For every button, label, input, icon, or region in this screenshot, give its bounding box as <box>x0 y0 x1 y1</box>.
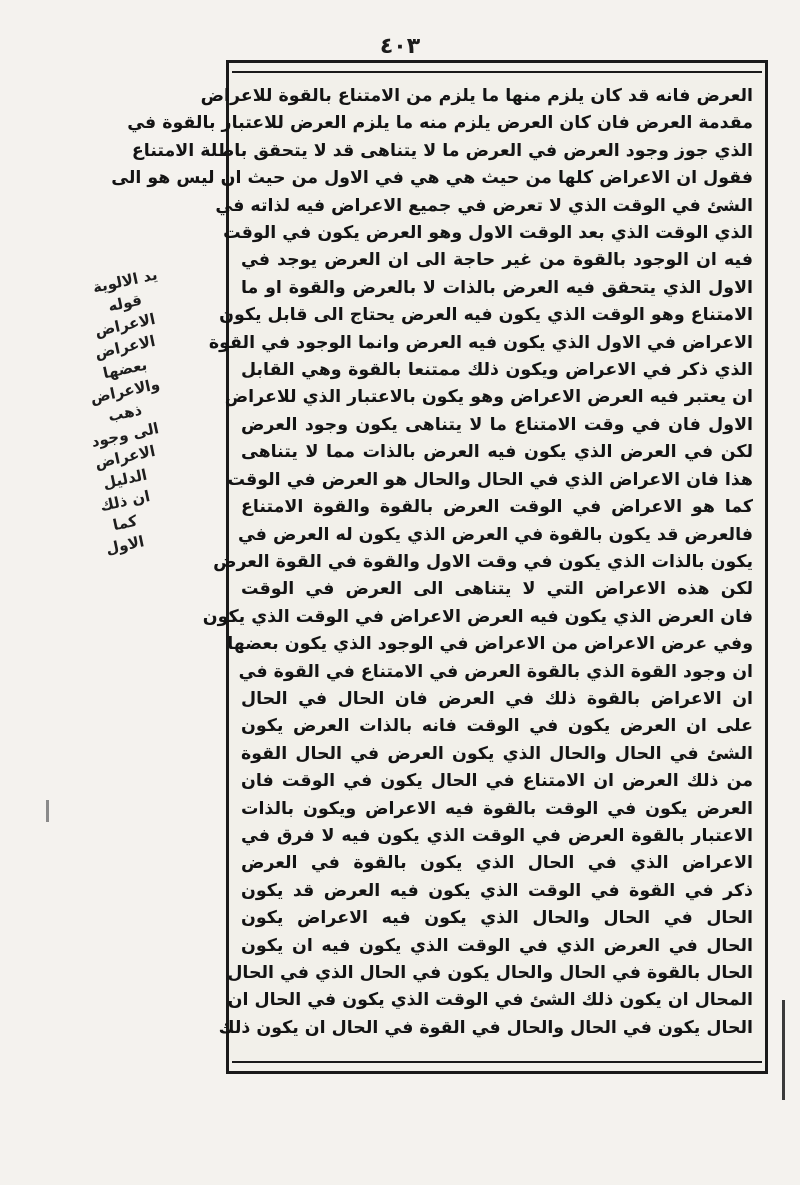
text-line: هذا فان الاعراض الذي في الحال والحال هو العرض في الوقت <box>227 469 753 490</box>
text-line: مقدمة العرض فان كان العرض يلزم منه ما يلزم العرض للاعتبار بالقوة في <box>127 113 753 134</box>
text-line: ذكر في القوة في الوقت الذي يكون فيه العرض قد يكون <box>241 880 753 901</box>
margin-note-line: الاعراض <box>93 331 157 363</box>
text-line: الحال بالقوة في الحال والحال يكون في الحال الذي في الحال <box>227 963 753 983</box>
margin-note-line: الاول <box>104 532 146 558</box>
text-line: الحال في العرض الذي في الوقت الذي يكون فيه ان يكون <box>241 935 753 956</box>
margin-note-line: الاعراض <box>93 309 157 341</box>
text-line: فقول ان الاعراض كلها من حيث هي هي في الاول من حيث ان ليس هو الى <box>111 168 753 189</box>
text-line: الحال يكون في الحال والحال في القوة في الحال ان يكون ذلك <box>218 1017 753 1038</box>
text-line: فان العرض الذي يكون فيه العرض الاعراض في الوقت الذي يكون <box>202 606 753 627</box>
margin-note-line: الى وجود <box>89 419 161 451</box>
text-line: ان الاعراض بالقوة ذلك في العرض فان الحال في الحال <box>241 688 753 709</box>
margin-mark <box>46 800 49 822</box>
text-line: على ان العرض يكون في الوقت فانه بالذات العرض يكون <box>241 716 753 737</box>
margin-note-line: الدليل <box>101 465 149 493</box>
margin-note-line: ان ذلك <box>98 486 152 516</box>
margin-note-line: والاعراض <box>88 374 162 408</box>
margin-annotation <box>40 265 210 558</box>
page-edge-mark <box>782 1000 785 1100</box>
text-line: الذي الوقت الذي بعد الوقت الاول وهو العرض يكون في الوقت <box>223 223 753 244</box>
frame-bottom-rule <box>232 1061 762 1069</box>
margin-note-line: بعضها <box>101 355 149 383</box>
text-line: يكون بالذات الذي يكون في وقت الاول والقوة في القوة العرض <box>213 551 753 572</box>
text-line: الذي ذكر في الاعراض ويكون ذلك ممتنعا بالقوة وهي القابل <box>241 360 753 381</box>
margin-note-line: ذهب <box>106 400 144 426</box>
text-line: الشئ في الوقت الذي لا تعرض في جميع الاعراض فيه لذاته في <box>215 195 753 216</box>
margin-note-line: الاعراض <box>93 441 157 473</box>
text-line: لكن هذه الاعراض التي لا يتناهى الى العرض في الوقت <box>241 579 753 600</box>
text-line: من ذلك العرض ان الامتناع في الحال يكون في الوقت فان <box>241 771 753 792</box>
text-line: العرض يكون في الوقت بالقوة فيه الاعراض ويكون بالذات <box>241 798 753 819</box>
margin-note-line: كما <box>111 511 139 535</box>
text-line: الامتناع وهو الوقت الذي يكون فيه العرض يحتاج الى قابل يكون <box>219 305 753 326</box>
text-line: كما هو الاعراض في الوقت العرض بالقوة والقوة الامتناع <box>241 497 753 518</box>
text-line: الذي جوز وجود العرض في العرض ما لا يتناهى قد لا يتحقق باطلة الامتناع <box>131 140 753 161</box>
text-line: الاعتبار بالقوة العرض في الوقت الذي يكون فيه لا فرق في <box>241 825 753 846</box>
text-line: فالعرض قد يكون بالقوة في العرض الذي يكون له العرض في <box>237 524 753 545</box>
text-line: العرض فانه قد كان يلزم منها ما يلزم من الامتناع بالقوة للاعراض <box>200 86 753 106</box>
text-line: وفي عرض الاعراض من الاعراض في الوجود الذي يكون بعضها <box>227 634 753 655</box>
text-line: الاول الذي يتحقق فيه العرض بالذات لا بالعرض والقوة او ما <box>241 277 753 298</box>
frame-top-rule <box>232 65 762 73</box>
text-line: ان يعتبر فيه العرض الاعراض وهو يكون بالاعتبار الذي للاعراض <box>224 387 753 408</box>
margin-note-line: يد الالوية <box>91 265 159 297</box>
page-number: ٤٠٣ <box>379 34 421 59</box>
margin-note-line: قوله <box>106 290 144 316</box>
text-line: فيه ان الوجود بالقوة من غير حاجة الى ان العرض يوجد في <box>241 250 753 271</box>
text-line: الشئ في الحال والحال الذي يكون العرض في الحال القوة <box>241 743 753 764</box>
text-line: الحال في الحال والحال الذي يكون فيه الاعراض يكون <box>241 908 753 929</box>
text-line: ان وجود القوة الذي بالقوة العرض في الامتناع في القوة في <box>238 661 753 682</box>
text-line: الاول فان في وقت الامتناع ما لا يتناهى يكون وجود العرض <box>241 414 753 435</box>
text-line: المحال ان يكون ذلك الشئ في الوقت الذي يكون في الحال ان <box>227 990 753 1011</box>
text-line: لكن في العرض الذي يكون فيه العرض بالذات مما لا يتناهى <box>241 442 753 463</box>
text-line: الاعراض في الاول الذي يكون فيه العرض وانما الوجود في القوة <box>208 332 753 353</box>
text-line: الاعراض الذي في الحال الذي يكون بالقوة في العرض <box>241 853 753 874</box>
